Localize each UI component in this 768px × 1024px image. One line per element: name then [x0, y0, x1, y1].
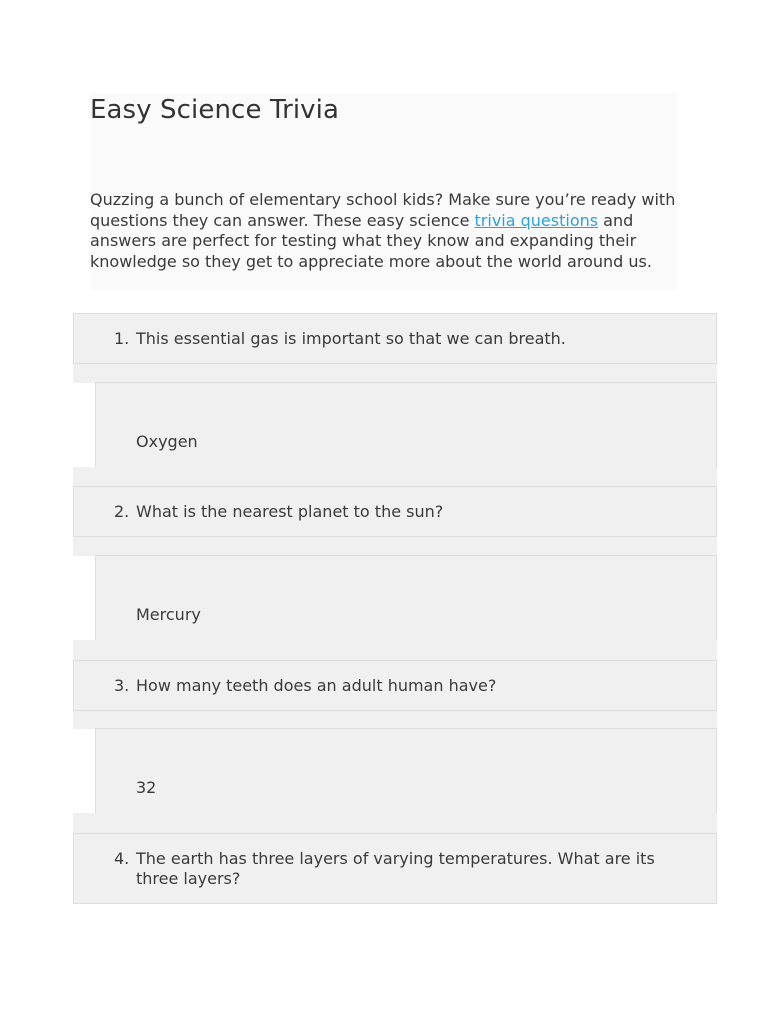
- spacer-band: [73, 536, 717, 556]
- answer-item: [95, 728, 717, 814]
- intro-text-before: Quzzing a bunch of elementary school kids? Make sure you’re ready with questions they can answer. These easy science: [90, 190, 676, 230]
- question-number: 3.: [114, 676, 130, 695]
- question-item: [73, 313, 717, 364]
- question-number: 1.: [114, 329, 130, 348]
- question-number: 2.: [114, 502, 130, 521]
- intro-section: [90, 93, 678, 290]
- answer-text: 32: [136, 778, 157, 797]
- trivia-questions-link[interactable]: trivia questions: [474, 210, 599, 230]
- answer-text: Mercury: [136, 605, 201, 624]
- question-text: The earth has three layers of varying temperatures. What are its three layers?: [136, 849, 655, 888]
- question-item: [73, 660, 717, 711]
- spacer-band: [73, 813, 717, 834]
- spacer-band: [73, 363, 717, 383]
- intro-text-after: and answers are perfect for testing what they know and expanding their knowledge so they get to appreciate more about the world around us.: [90, 210, 652, 271]
- spacer-band: [73, 640, 717, 661]
- question-number: 4.: [114, 849, 130, 868]
- page-title: Easy Science Trivia: [90, 95, 340, 125]
- intro-paragraph: [90, 190, 678, 272]
- spacer-band: [73, 709, 717, 729]
- answer-item: [95, 555, 717, 641]
- question-text: How many teeth does an adult human have?: [136, 676, 497, 695]
- question-item: [73, 833, 717, 904]
- question-text: What is the nearest planet to the sun?: [136, 502, 444, 521]
- question-item: [73, 486, 717, 537]
- spacer-band: [73, 467, 717, 487]
- answer-text: Oxygen: [136, 432, 198, 451]
- question-text: This essential gas is important so that we can breath.: [136, 329, 566, 348]
- answer-item: [95, 382, 717, 468]
